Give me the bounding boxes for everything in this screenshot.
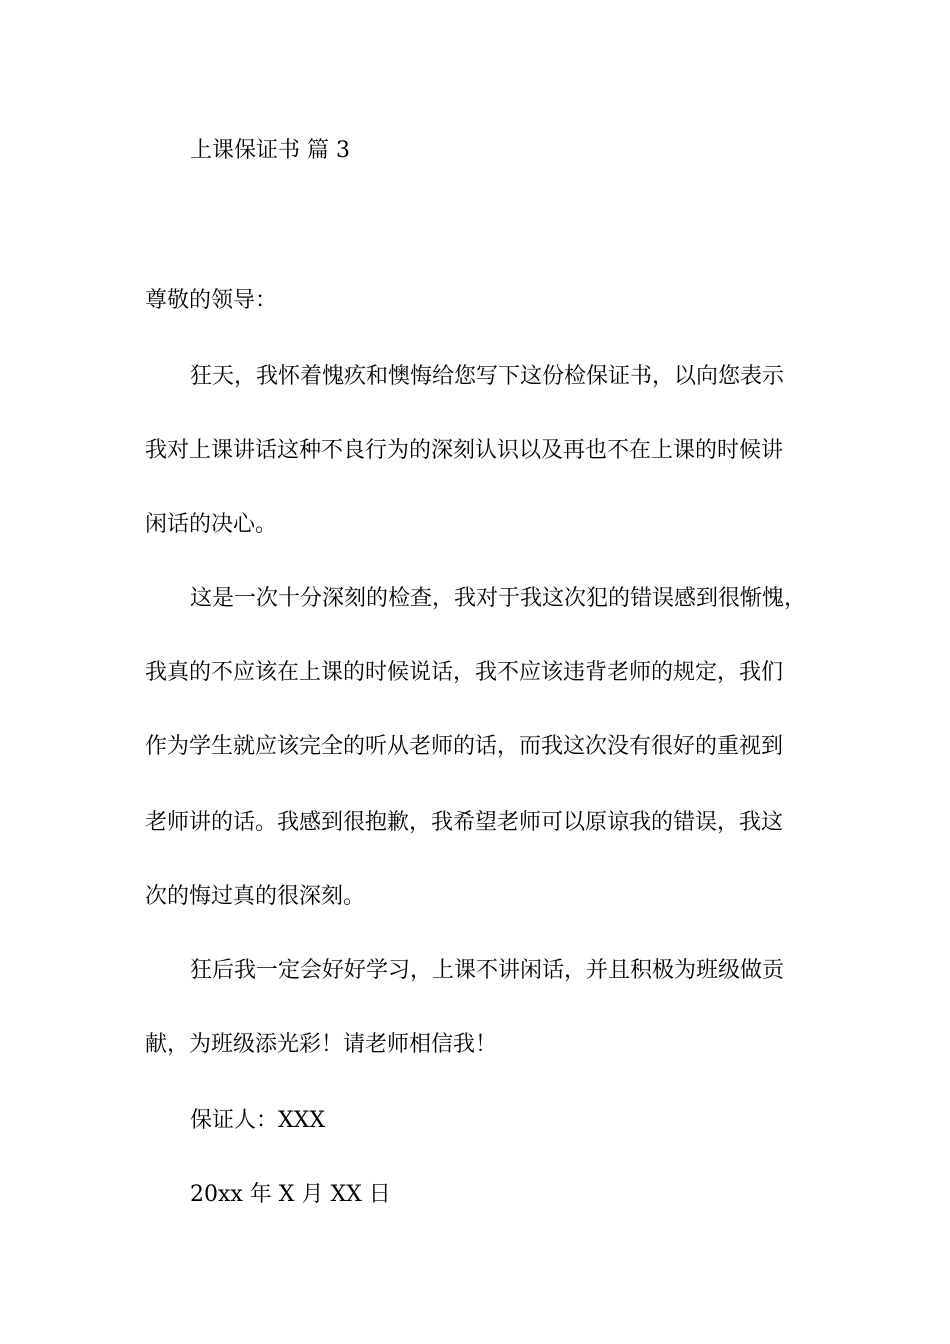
- paragraph-2-line-4: 老师讲的话。我感到很抱歉，我希望老师可以原谅我的错误，我这: [145, 810, 784, 835]
- paragraph-1-line-1: 狂天，我怀着愧疚和懊悔给您写下这份检保证书，以向您表示: [190, 364, 785, 389]
- salutation: 尊敬的领导：: [145, 288, 278, 313]
- signer-line: 保证人：XXX: [190, 1108, 325, 1133]
- paragraph-2-line-2: 我真的不应该在上课的时候说话，我不应该违背老师的规定，我们: [145, 660, 784, 685]
- paragraph-3-line-1: 狂后我一定会好好学习，上课不讲闲话，并且积极为班级做贡: [190, 958, 785, 983]
- paragraph-2-line-5: 次的悔过真的很深刻。: [145, 884, 366, 909]
- paragraph-1-line-2: 我对上课讲话这种不良行为的深刻认识以及再也不在上课的时候讲: [145, 438, 784, 463]
- paragraph-3-line-2: 献，为班级添光彩！请老师相信我！: [145, 1032, 498, 1057]
- paragraph-2-line-3: 作为学生就应该完全的听从老师的话，而我这次没有很好的重视到: [145, 734, 784, 759]
- paragraph-1-line-3: 闲话的决心。: [145, 512, 278, 537]
- document-title: 上课保证书 篇 3: [190, 138, 350, 163]
- date-line: 20xx 年 X 月 XX 日: [190, 1182, 391, 1207]
- paragraph-2-line-1: 这是一次十分深刻的检查，我对于我这次犯的错误感到很惭愧，: [190, 586, 807, 611]
